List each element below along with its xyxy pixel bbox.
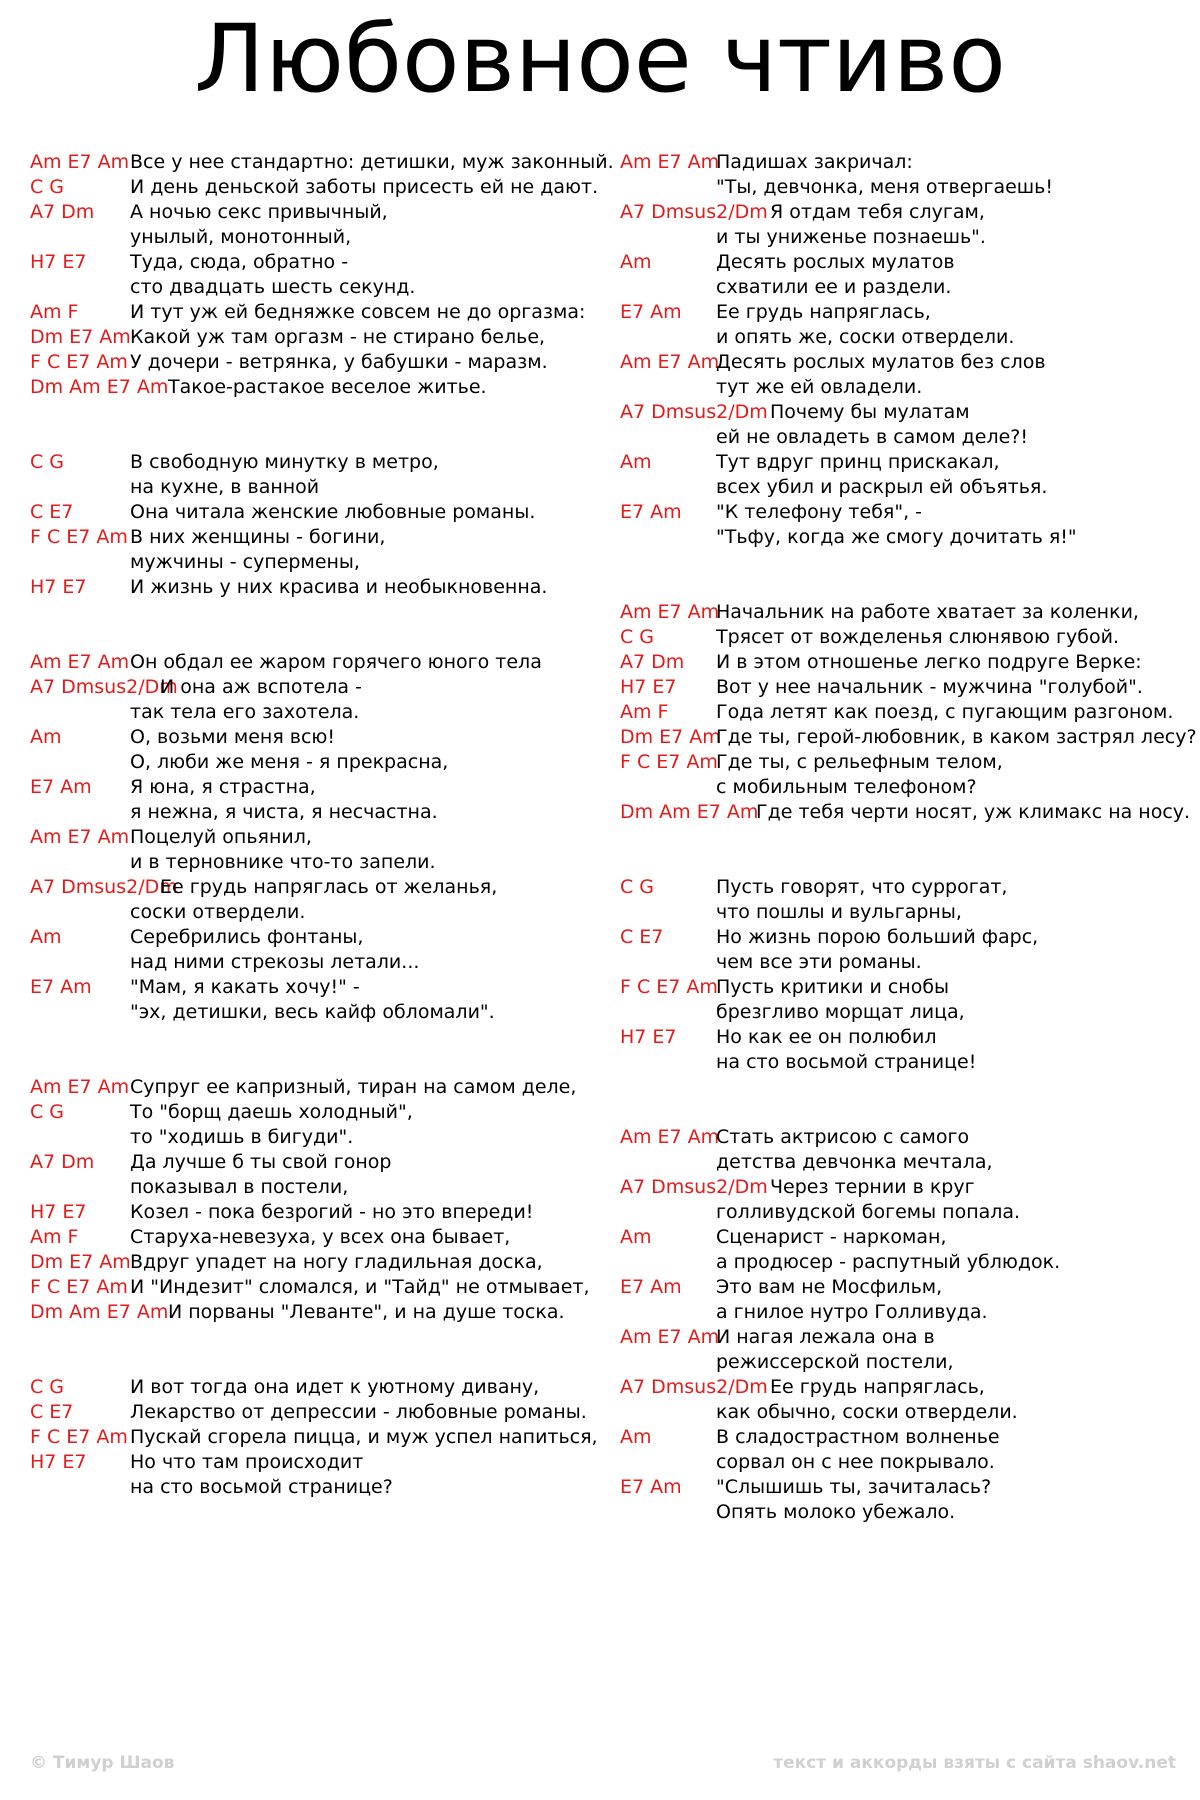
lyric-line [30, 425, 600, 450]
lyric-text: И нагая лежала она в [716, 1326, 935, 1348]
lyric-line [620, 1450, 1190, 1475]
source-footer: текст и аккорды взяты с сайта shaov.net [773, 1753, 1176, 1773]
lyric-line [620, 1050, 1190, 1075]
lyric-line [30, 1375, 600, 1400]
chord-label: H7 E7 [620, 676, 677, 698]
chord-label: Am [30, 726, 62, 748]
lyric-line [30, 900, 600, 925]
chord-label: A7 Dm [30, 1151, 95, 1173]
lyric-text: И она аж вспотела - [160, 676, 362, 698]
chord-label: H7 E7 [620, 1026, 677, 1048]
lyric-text: и в терновнике что-то запели. [130, 851, 436, 873]
chord-label: F C E7 Am [30, 351, 128, 373]
lyric-text: И порваны "Леванте", и на душе тоска. [168, 1301, 565, 1323]
lyric-text: Через тернии в круг [770, 1176, 975, 1198]
lyric-text: Поцелуй опьянил, [130, 826, 312, 848]
lyric-text: Трясет от вожделенья слюнявою губой. [716, 626, 1120, 648]
lyric-line [30, 400, 600, 425]
lyric-text: Старуха-невезуха, у всех она бывает, [130, 1226, 511, 1248]
lyric-line [620, 1425, 1190, 1450]
lyric-text: В сладострастном волненье [716, 1426, 1000, 1448]
lyric-line [620, 250, 1190, 275]
chord-label: Am [30, 926, 62, 948]
lyric-line [620, 875, 1190, 900]
lyric-text: И жизнь у них красива и необыкновенна. [130, 576, 548, 598]
lyric-line [30, 225, 600, 250]
chord-label: E7 Am [620, 1276, 682, 1298]
lyric-text: Сценарист - наркоман, [716, 1226, 947, 1248]
lyric-text: как обычно, соски отвердели. [716, 1401, 1018, 1423]
lyric-text: Да лучше б ты свой гонор [130, 1151, 392, 1173]
lyric-line [620, 800, 1190, 825]
lyric-line [30, 1250, 600, 1275]
lyric-line [620, 350, 1190, 375]
chord-label: A7 Dmsus2/Dm [620, 201, 768, 223]
lyric-line [30, 1350, 600, 1375]
lyric-text: И тут уж ей бедняжке совсем не до оргазма: [130, 301, 586, 323]
lyric-line [620, 475, 1190, 500]
lyric-text: "эх, детишки, весь кайф обломали". [130, 1001, 495, 1023]
lyric-line [620, 550, 1190, 575]
lyric-text: Ее грудь напряглась от желанья, [160, 876, 498, 898]
lyric-line [620, 950, 1190, 975]
lyric-line [30, 700, 600, 725]
lyric-line [30, 1150, 600, 1175]
lyric-line [620, 775, 1190, 800]
chord-label: Am E7 Am [30, 651, 130, 673]
chord-label: Am E7 Am [30, 1076, 130, 1098]
lyric-line [620, 1375, 1190, 1400]
lyric-text: и опять же, соски отвердели. [716, 326, 1015, 348]
lyric-line [620, 200, 1190, 225]
chord-label: C G [30, 1101, 65, 1123]
lyric-line [620, 625, 1190, 650]
chord-label: F C E7 Am [620, 751, 718, 773]
lyric-line [30, 875, 600, 900]
chord-label: C E7 [620, 926, 664, 948]
chord-label: E7 Am [620, 501, 682, 523]
lyric-line [30, 950, 600, 975]
lyric-text: Десять рослых мулатов без слов [716, 351, 1046, 373]
lyric-text: Опять молоко убежало. [716, 1501, 956, 1523]
chord-label: E7 Am [620, 1476, 682, 1498]
lyric-text: голливудской богемы попала. [716, 1201, 1021, 1223]
lyric-line [620, 750, 1190, 775]
lyric-line [30, 825, 600, 850]
lyric-text: В свободную минутку в метро, [130, 451, 439, 473]
lyric-text: И вот тогда она идет к уютному дивану, [130, 1376, 540, 1398]
lyric-text: Тут вдруг принц прискакал, [716, 451, 1000, 473]
lyric-text: всех убил и раскрыл ей объятья. [716, 476, 1048, 498]
lyric-line [620, 925, 1190, 950]
lyric-text: Почему бы мулатам [770, 401, 970, 423]
lyric-text: Вот у нее начальник - мужчина "голубой". [716, 676, 1143, 698]
copyright-footer: © Тимур Шаов [30, 1753, 175, 1773]
lyric-text: Года летят как поезд, с пугающим разгоном. [716, 701, 1174, 723]
lyric-line [620, 1250, 1190, 1275]
lyric-text: сто двадцать шесть секунд. [130, 276, 416, 298]
lyric-text: Пусть критики и снобы [716, 976, 950, 998]
chord-label: C G [620, 876, 655, 898]
lyric-line [620, 675, 1190, 700]
lyric-line [620, 425, 1190, 450]
lyric-text: Пускай сгорела пицца, и муж успел напиться, [130, 1426, 598, 1448]
lyric-line [30, 1025, 600, 1050]
song-title: Любовное чтиво [194, 5, 1006, 114]
lyric-line [620, 275, 1190, 300]
lyric-text: Десять рослых мулатов [716, 251, 955, 273]
chord-label: Dm Am E7 Am [620, 801, 759, 823]
lyric-line [30, 1450, 600, 1475]
lyric-text: То "борщ даешь холодный", [130, 1101, 413, 1123]
lyric-line [620, 375, 1190, 400]
lyric-text: Туда, сюда, обратно - [130, 251, 349, 273]
chord-label: C G [30, 1376, 65, 1398]
lyric-line [620, 175, 1190, 200]
lyric-text: что пошлы и вульгарны, [716, 901, 962, 923]
lyric-line [620, 325, 1190, 350]
chord-label: A7 Dmsus2/Dm [620, 1176, 768, 1198]
lyric-line [30, 600, 600, 625]
lyric-text: Супруг ее капризный, тиран на самом деле, [130, 1076, 577, 1098]
lyric-line [30, 1325, 600, 1350]
lyric-text: Стать актрисою с самого [716, 1126, 970, 1148]
chord-label: H7 E7 [30, 1451, 87, 1473]
lyric-line [30, 200, 600, 225]
lyric-text: с мобильным телефоном? [716, 776, 977, 798]
lyric-line [30, 800, 600, 825]
lyric-line [620, 1475, 1190, 1500]
chord-label: Am E7 Am [30, 826, 130, 848]
lyric-line [620, 850, 1190, 875]
chord-label: C G [30, 176, 65, 198]
chord-label: Am E7 Am [620, 151, 720, 173]
chord-label: C E7 [30, 1401, 74, 1423]
lyric-text: У дочери - ветрянка, у бабушки - маразм. [130, 351, 548, 373]
lyric-line [30, 275, 600, 300]
lyric-line [30, 550, 600, 575]
lyric-text: И в этом отношенье легко подруге Верке: [716, 651, 1142, 673]
lyric-line [30, 625, 600, 650]
lyric-line [30, 1275, 600, 1300]
lyric-text: Лекарство от депрессии - любовные романы. [130, 1401, 587, 1423]
chord-label: E7 Am [30, 776, 92, 798]
lyric-text: а гнилое нутро Голливуда. [716, 1301, 988, 1323]
lyric-line [620, 700, 1190, 725]
chord-label: C G [620, 626, 655, 648]
lyric-text: "Ты, девчонка, меня отвергаешь! [716, 176, 1053, 198]
lyric-text: "К телефону тебя", - [716, 501, 923, 523]
lyric-text: Ее грудь напряглась, [716, 301, 931, 323]
lyric-text: А ночью секс привычный, [130, 201, 388, 223]
lyric-line [30, 1475, 600, 1500]
lyric-line [30, 325, 600, 350]
lyric-line [30, 575, 600, 600]
chord-label: E7 Am [620, 301, 682, 323]
chord-label: A7 Dmsus2/Dm [620, 401, 768, 423]
left-column [30, 150, 614, 1500]
lyric-line [620, 1275, 1190, 1300]
lyric-line [620, 600, 1190, 625]
lyric-text: и ты униженье познаешь". [716, 226, 986, 248]
lyric-line [30, 375, 600, 400]
chord-label: Dm Am E7 Am [30, 1301, 169, 1323]
lyric-line [620, 1325, 1190, 1350]
lyric-line [620, 1025, 1190, 1050]
lyric-text: И "Индезит" сломался, и "Тайд" не отмывает, [130, 1276, 590, 1298]
lyric-text: Где ты, с рельефным телом, [716, 751, 1003, 773]
chord-label: Am E7 Am [620, 1126, 720, 1148]
lyric-text: "Тьфу, когда же смогу дочитать я!" [716, 526, 1077, 548]
chord-label: Am E7 Am [620, 351, 720, 373]
lyric-line [620, 1350, 1190, 1375]
lyric-text: Она читала женские любовные романы. [130, 501, 536, 523]
lyric-line [30, 500, 600, 525]
lyric-line [30, 450, 600, 475]
lyric-line [620, 1175, 1190, 1200]
lyric-line [30, 1075, 600, 1100]
lyric-line [30, 925, 600, 950]
lyric-text: Где ты, герой-любовник, в каком застрял лесу? [716, 726, 1197, 748]
lyric-text: Падишах закричал: [716, 151, 913, 173]
lyric-line [30, 1100, 600, 1125]
lyric-line [620, 525, 1190, 550]
chord-label: Am [620, 1426, 652, 1448]
lyric-line [30, 1225, 600, 1250]
lyric-line [30, 1050, 600, 1075]
lyric-text: Начальник на работе хватает за коленки, [716, 601, 1139, 623]
lyric-text: Но как ее он полюбил [716, 1026, 937, 1048]
lyric-text: показывал в постели, [130, 1176, 349, 1198]
lyric-text: Пусть говорят, что суррогат, [716, 876, 1008, 898]
chord-label: F C E7 Am [620, 976, 718, 998]
lyric-text: так тела его захотела. [130, 701, 360, 723]
lyric-line [620, 1125, 1190, 1150]
lyric-line [620, 575, 1190, 600]
lyric-line [620, 1100, 1190, 1125]
lyric-line [620, 450, 1190, 475]
lyric-text: Ее грудь напряглась, [770, 1376, 985, 1398]
lyric-text: над ними стрекозы летали... [130, 951, 420, 973]
lyric-line [620, 1300, 1190, 1325]
chord-label: F C E7 Am [30, 1276, 128, 1298]
chord-label: H7 E7 [30, 251, 87, 273]
lyric-text: Серебрились фонтаны, [130, 926, 364, 948]
lyric-line [620, 975, 1190, 1000]
lyric-line [620, 500, 1190, 525]
chord-label: A7 Dm [620, 651, 685, 673]
lyric-text: Но что там происходит [130, 1451, 364, 1473]
chord-label: Am E7 Am [620, 601, 720, 623]
lyric-text: Все у нее стандартно: детишки, муж законный. [130, 151, 614, 173]
lyric-line [30, 725, 600, 750]
lyric-text: Вдруг упадет на ногу гладильная доска, [130, 1251, 543, 1273]
lyric-text: чем все эти романы. [716, 951, 922, 973]
lyric-line [620, 825, 1190, 850]
chord-label: Dm Am E7 Am [30, 376, 169, 398]
chord-label: Am E7 Am [30, 151, 130, 173]
chord-label: H7 E7 [30, 1201, 87, 1223]
lyric-line [30, 1200, 600, 1225]
lyric-line [620, 725, 1197, 750]
lyric-text: Я отдам тебя слугам, [770, 201, 985, 223]
lyric-line [620, 400, 1190, 425]
lyric-line [620, 1500, 1190, 1525]
lyric-text: Но жизнь порою больший фарс, [716, 926, 1039, 948]
chord-label: Am F [30, 301, 79, 323]
chord-label: H7 E7 [30, 576, 87, 598]
lyric-line [620, 300, 1190, 325]
chord-label: Am [620, 1226, 652, 1248]
lyric-text: я нежна, я чиста, я несчастна. [130, 801, 438, 823]
lyric-text: О, возьми меня всю! [130, 726, 336, 748]
lyric-line [30, 1125, 600, 1150]
lyric-text: И день деньской заботы присесть ей не дают. [130, 176, 599, 198]
chord-label: A7 Dmsus2/Dm [30, 876, 178, 898]
lyric-line [30, 150, 614, 175]
lyric-text: "Мам, я какать хочу!" - [130, 976, 360, 998]
lyric-line [620, 1000, 1190, 1025]
lyric-line [620, 900, 1190, 925]
lyric-text: а продюсер - распутный ублюдок. [716, 1251, 1061, 1273]
lyric-line [30, 250, 600, 275]
lyric-text: соски отвердели. [130, 901, 306, 923]
lyric-line [30, 1000, 600, 1025]
lyric-line [620, 1150, 1190, 1175]
lyric-text: брезгливо морщат лица, [716, 1001, 965, 1023]
lyric-line [30, 350, 600, 375]
lyric-line [30, 475, 600, 500]
lyric-text: Козел - пока безрогий - но это впереди! [130, 1201, 534, 1223]
chord-label: F C E7 Am [30, 526, 128, 548]
lyric-text: на кухне, в ванной [130, 476, 320, 498]
lyric-line [620, 150, 1190, 175]
lyric-text: режиссерской постели, [716, 1351, 954, 1373]
chord-label: A7 Dm [30, 201, 95, 223]
chord-label: Dm E7 Am [620, 726, 721, 748]
lyric-text: на сто восьмой странице! [716, 1051, 977, 1073]
lyric-text: тут же ей овладели. [716, 376, 923, 398]
lyric-text: Это вам не Мосфильм, [716, 1276, 943, 1298]
lyric-text: детства девчонка мечтала, [716, 1151, 993, 1173]
lyric-text: В них женщины - богини, [130, 526, 386, 548]
lyric-text: О, люби же меня - я прекрасна, [130, 751, 449, 773]
chord-label: Am [620, 251, 652, 273]
chord-label: A7 Dmsus2/Dm [30, 676, 178, 698]
chord-label: E7 Am [30, 976, 92, 998]
lyric-text: Где тебя черти носят, уж климакс на носу. [756, 801, 1191, 823]
lyric-text: унылый, монотонный, [130, 226, 352, 248]
chord-label: Am F [30, 1226, 79, 1248]
lyric-line [30, 850, 600, 875]
lyric-text: схватили ее и раздели. [716, 276, 952, 298]
chord-label: C G [30, 451, 65, 473]
chord-label: Am F [620, 701, 669, 723]
lyric-text: Какой уж там оргазм - не стирано белье, [130, 326, 546, 348]
lyric-text: мужчины - супермены, [130, 551, 360, 573]
lyric-text: Такое-растакое веселое житье. [168, 376, 487, 398]
lyric-text: ей не овладеть в самом деле?! [716, 426, 1028, 448]
chord-label: Dm E7 Am [30, 1251, 131, 1273]
lyric-line [620, 1400, 1190, 1425]
lyric-line [30, 1425, 600, 1450]
lyric-text: на сто восьмой странице? [130, 1476, 393, 1498]
lyric-line [30, 650, 600, 675]
lyric-text: Я юна, я страстна, [130, 776, 316, 798]
lyric-line [30, 1175, 600, 1200]
lyric-line [620, 225, 1190, 250]
chord-label: Am E7 Am [620, 1326, 720, 1348]
lyric-text: "Слышишь ты, зачиталась? [716, 1476, 992, 1498]
lyric-line [620, 650, 1190, 675]
chord-label: A7 Dmsus2/Dm [620, 1376, 768, 1398]
lyric-line [30, 300, 600, 325]
lyric-line [620, 1225, 1190, 1250]
lyric-text: сорвал он с нее покрывало. [716, 1451, 995, 1473]
lyric-text: Он обдал ее жаром горячего юного тела [130, 651, 542, 673]
lyric-line [30, 1300, 600, 1325]
lyric-line [30, 750, 600, 775]
chord-label: F C E7 Am [30, 1426, 128, 1448]
chord-label: C E7 [30, 501, 74, 523]
chord-label: Am [620, 451, 652, 473]
chord-label: Dm E7 Am [30, 326, 131, 348]
lyric-line [30, 1400, 600, 1425]
lyric-line [30, 675, 600, 700]
lyric-line [620, 1200, 1190, 1225]
lyric-line [620, 1075, 1190, 1100]
lyric-text: то "ходишь в бигуди". [130, 1126, 354, 1148]
lyric-line [30, 775, 600, 800]
lyric-line [30, 525, 600, 550]
lyric-line [30, 975, 600, 1000]
lyric-line [30, 175, 600, 200]
right-column [620, 150, 1197, 1525]
